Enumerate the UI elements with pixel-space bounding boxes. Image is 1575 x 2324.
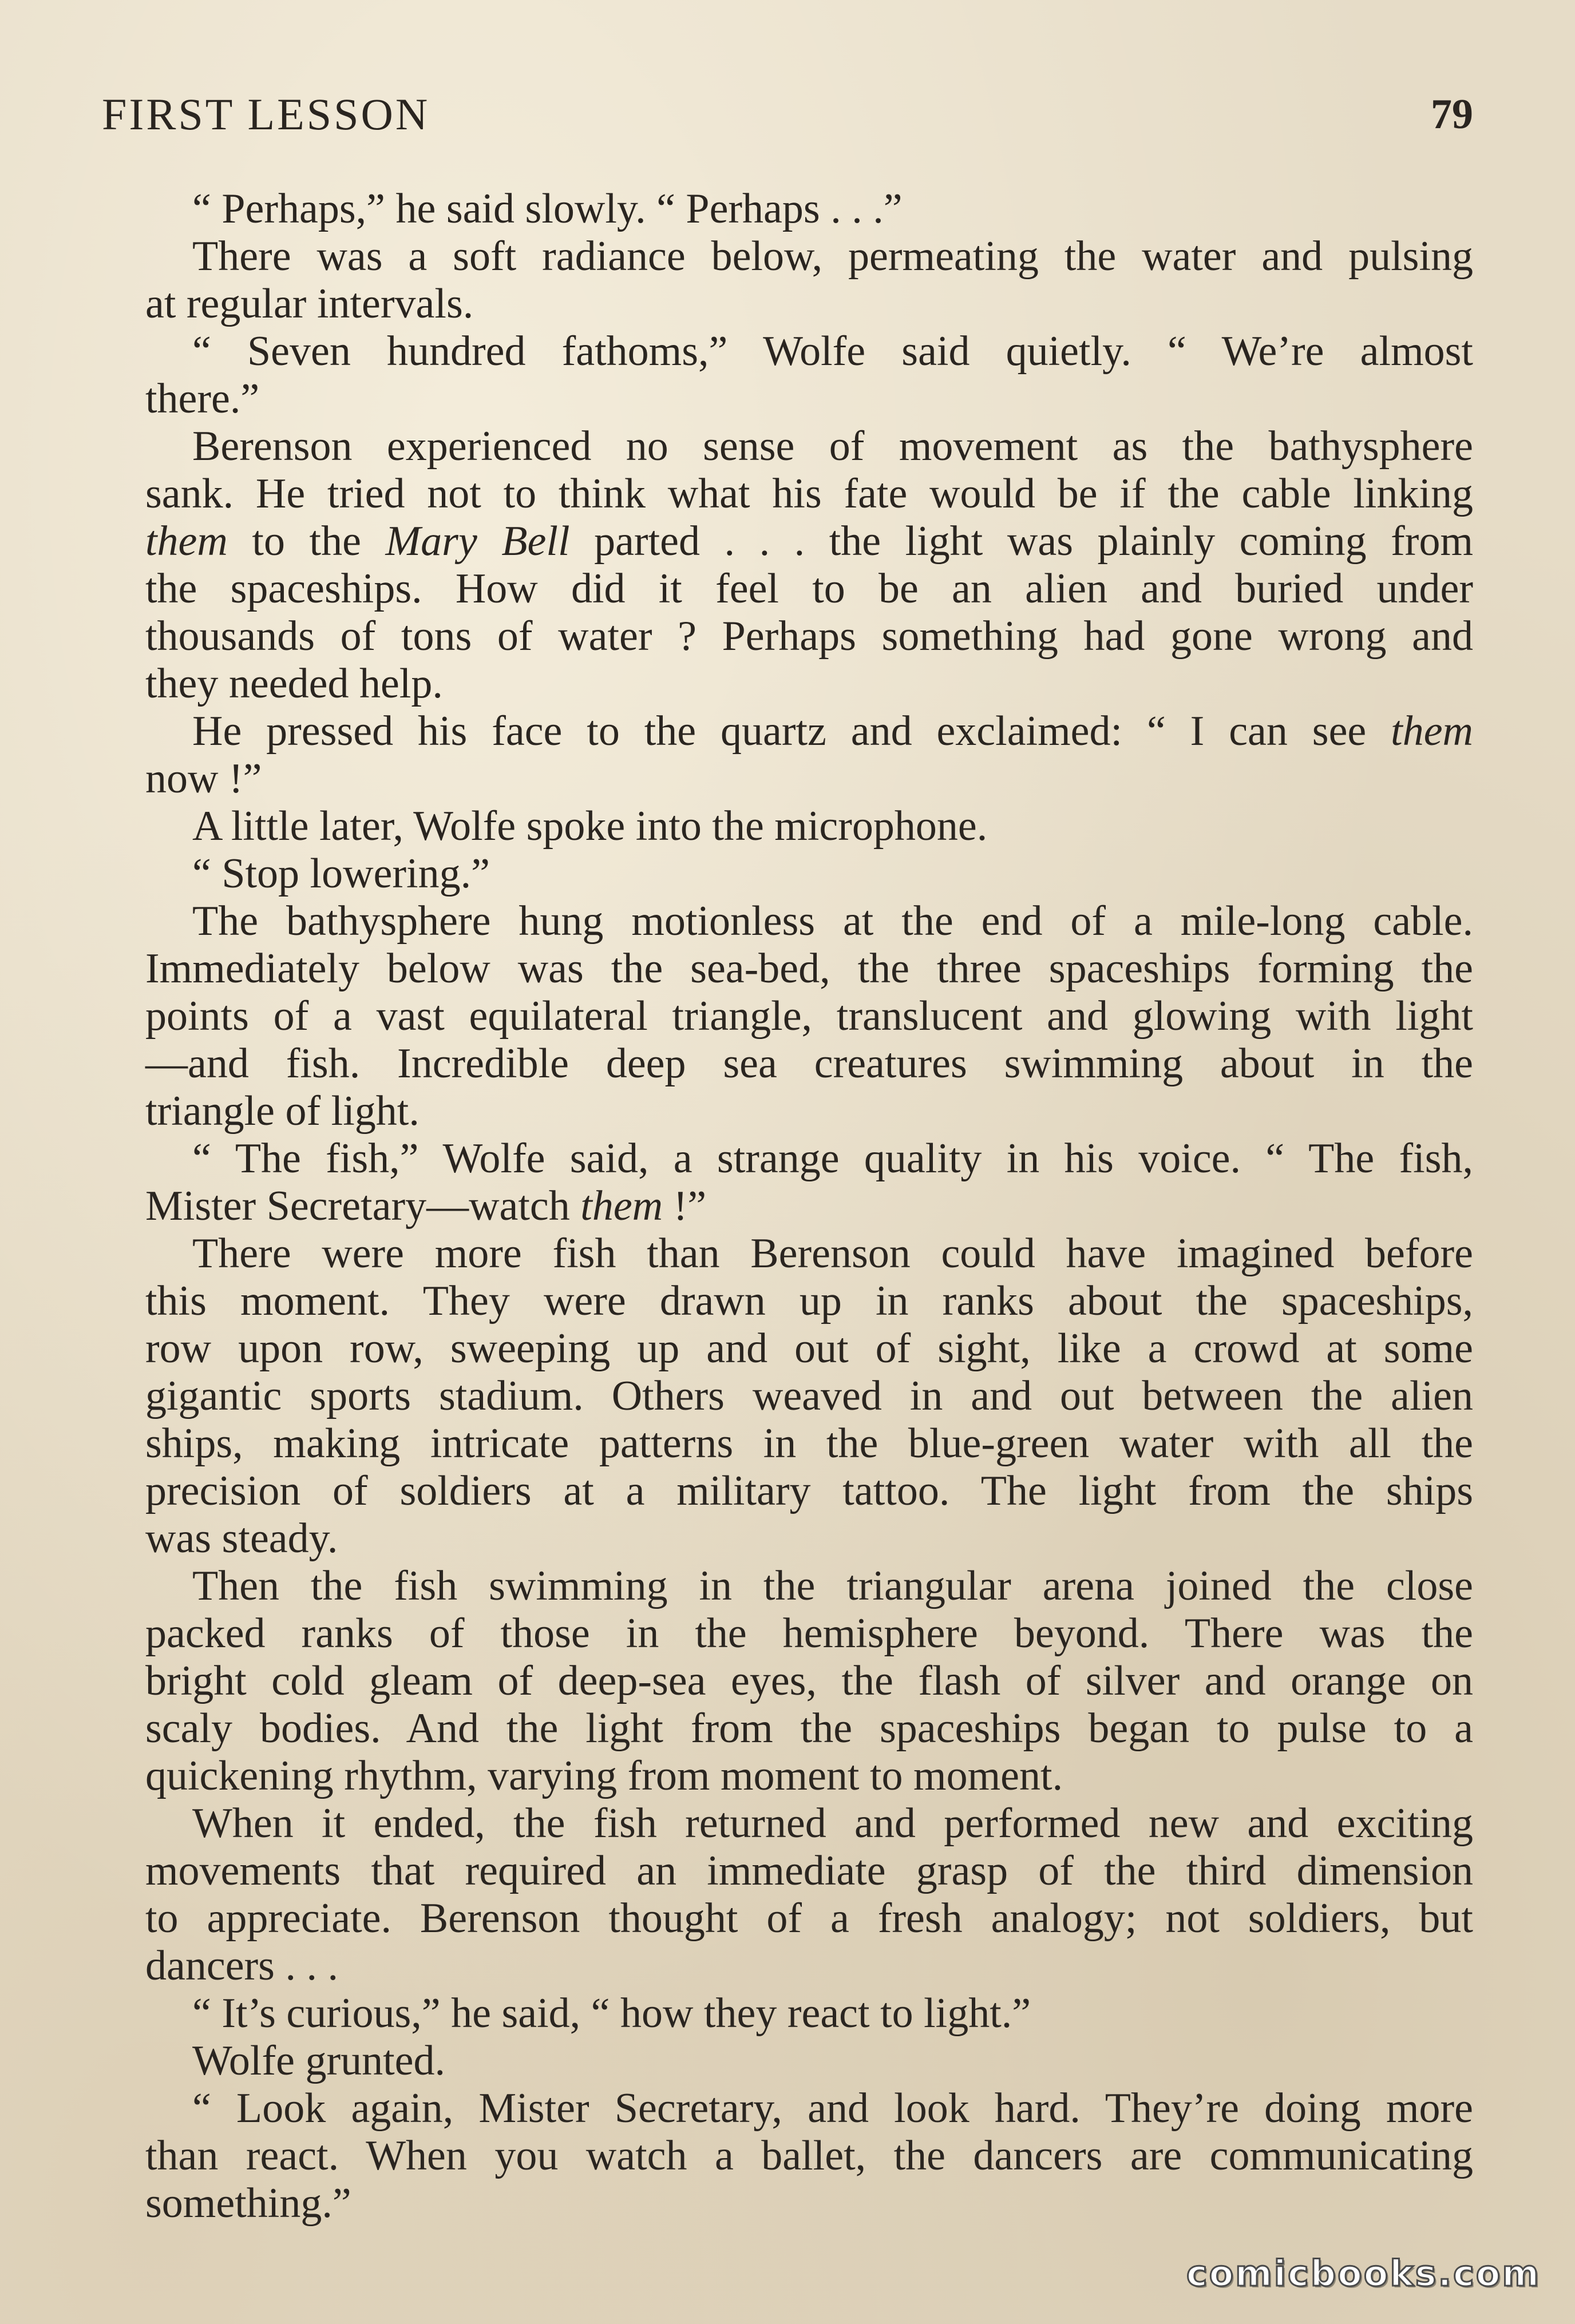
text-line: There were more fish than Berenson could have imagined before: [192, 1230, 1473, 1277]
text-line: row upon row, sweeping up and out of sight, like a crowd at some: [145, 1325, 1473, 1372]
paragraph: [98, 850, 1473, 898]
text-line: “ Look again, Mister Secretary, and look hard. They’re doing more: [192, 2085, 1473, 2132]
paragraph: [98, 1562, 1473, 1800]
chapter-title: FIRST LESSON: [102, 89, 430, 139]
text-line: they needed help.: [145, 660, 443, 707]
text-line: When it ended, the fish returned and performed new and exciting: [192, 1800, 1473, 1847]
text-line: “ Seven hundred fathoms,” Wolfe said quietly. “ We’re almost: [192, 328, 1473, 375]
text-line: There was a soft radiance below, permeating the water and pulsing: [192, 233, 1473, 280]
text-line: precision of soldiers at a military tattoo. The light from the ships: [145, 1468, 1473, 1514]
text-line: now !”: [145, 755, 262, 802]
text-line: “ Perhaps,” he said slowly. “ Perhaps . . .”: [192, 185, 903, 232]
paragraph: [98, 233, 1473, 328]
text-line: at regular intervals.: [145, 280, 474, 327]
text-line: than react. When you watch a ballet, the dancers are communicating: [145, 2132, 1473, 2179]
paragraph: [98, 1135, 1473, 1230]
text-line: to appreciate. Berenson thought of a fresh analogy; not soldiers, but: [145, 1895, 1473, 1942]
text-line: Wolfe grunted.: [192, 2037, 446, 2084]
paragraph: [98, 708, 1473, 803]
text-line: was steady.: [145, 1515, 338, 1562]
text-line: triangle of light.: [145, 1088, 420, 1135]
paragraph: [98, 1230, 1473, 1562]
paragraph: [98, 328, 1473, 423]
text-line: He pressed his face to the quartz and exclaimed: “ I can see them: [192, 708, 1473, 755]
text-line: this moment. They were drawn up in ranks about the spaceships,: [145, 1278, 1473, 1324]
text-line: bright cold gleam of deep-sea eyes, the flash of silver and orange on: [145, 1657, 1473, 1704]
page-number: 79: [1431, 91, 1473, 138]
text-line: Then the fish swimming in the triangular arena joined the close: [192, 1562, 1473, 1609]
paragraph: [98, 2085, 1473, 2227]
text-line: dancers . . .: [145, 1942, 338, 1989]
text-line: Immediately below was the sea-bed, the three spaceships forming the: [145, 945, 1473, 992]
text-line: quickening rhythm, varying from moment to moment.: [145, 1752, 1063, 1799]
text-line: The bathysphere hung motionless at the end of a mile-long cable.: [192, 898, 1473, 945]
paragraph: [98, 803, 1473, 850]
text-line: “ The fish,” Wolfe said, a strange quality in his voice. “ The fish,: [192, 1135, 1473, 1182]
text-line: points of a vast equilateral triangle, translucent and glowing with light: [145, 993, 1473, 1040]
paragraph: [98, 423, 1473, 708]
paragraph: [98, 1800, 1473, 1990]
text-line: ships, making intricate patterns in the blue-green water with all the: [145, 1420, 1473, 1467]
text-line: Mister Secretary—watch them !”: [145, 1183, 707, 1230]
paragraph: [98, 2037, 1473, 2085]
text-line: there.”: [145, 375, 260, 422]
text-line: something.”: [145, 2180, 351, 2227]
text-line: gigantic sports stadium. Others weaved in and out between the alien: [145, 1373, 1473, 1419]
text-line: Berenson experienced no sense of movement as the bathysphere: [192, 423, 1473, 470]
text-line: them to the Mary Bell parted . . . the light was plainly coming from: [145, 518, 1474, 565]
paragraph: [98, 898, 1473, 1135]
text-line: sank. He tried not to think what his fate would be if the cable linking: [145, 470, 1473, 517]
text-line: A little later, Wolfe spoke into the microphone.: [192, 803, 988, 850]
text-line: “ It’s curious,” he said, “ how they react to light.”: [192, 1990, 1031, 2037]
body-text: [98, 185, 1473, 2227]
text-line: movements that required an immediate grasp of the third dimension: [145, 1847, 1473, 1894]
running-head: [102, 86, 1473, 143]
text-line: —and fish. Incredible deep sea creatures swimming about in the: [145, 1040, 1473, 1087]
paragraph: [98, 1990, 1473, 2037]
text-line: scaly bodies. And the light from the spaceships began to pulse to a: [145, 1705, 1473, 1752]
text-line: thousands of tons of water ? Perhaps something had gone wrong and: [145, 613, 1473, 660]
watermark-logo: comicbooks.com: [1186, 2252, 1541, 2294]
text-line: the spaceships. How did it feel to be an alien and buried under: [145, 565, 1473, 612]
text-line: packed ranks of those in the hemisphere beyond. There was the: [145, 1610, 1473, 1657]
paragraph: [98, 185, 1473, 233]
text-line: “ Stop lowering.”: [192, 850, 490, 897]
